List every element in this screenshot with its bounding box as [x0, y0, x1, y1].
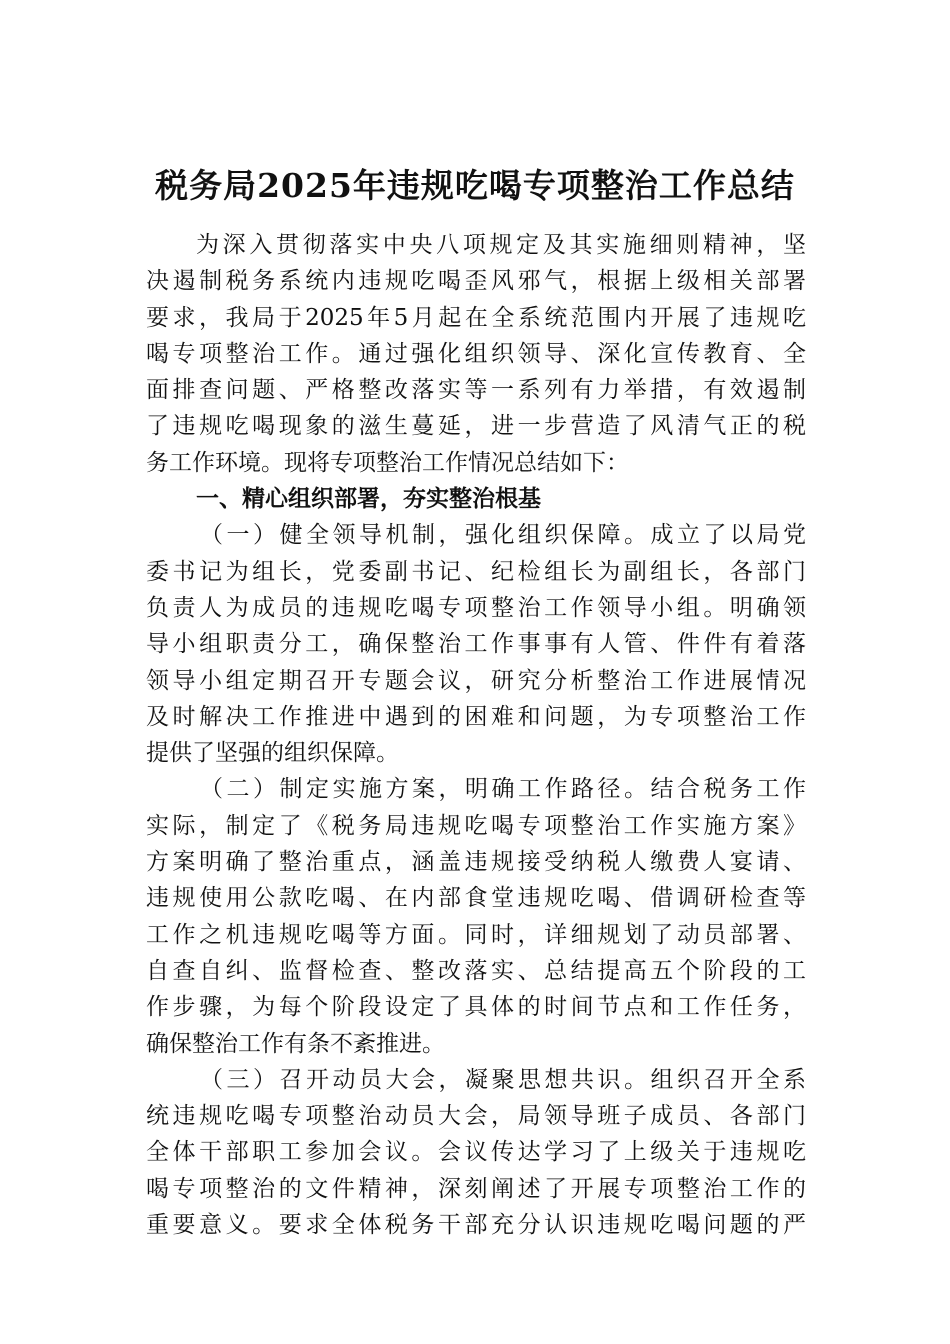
paragraph-line: 作步骤，为每个阶段设定了具体的时间节点和工作任务， [146, 994, 806, 1021]
paragraph-line: 面排查问题、严格整改落实等一系列有力举措，有效遏制 [146, 377, 806, 404]
paragraph-line: （二）制定实施方案，明确工作路径。结合税务工作 [200, 776, 806, 803]
paragraph-line: 统违规吃喝专项整治动员大会，局领导班子成员、各部门 [146, 1103, 806, 1130]
document-title: 税务局2025年违规吃喝专项整治工作总结 [155, 166, 795, 205]
paragraph-line: 实际，制定了《税务局违规吃喝专项整治工作实施方案》 [146, 812, 806, 839]
paragraph-line: 提供了坚强的组织保障。 [146, 740, 399, 767]
paragraph-line: 工作之机违规吃喝等方面。同时，详细规划了动员部署、 [146, 921, 806, 948]
paragraph-line: 方案明确了整治重点，涵盖违规接受纳税人缴费人宴请、 [146, 849, 806, 876]
paragraph-line: 导小组职责分工，确保整治工作事事有人管、件件有着落 [146, 631, 806, 658]
section-heading: 一、精心组织部署，夯实整治根基 [196, 485, 541, 513]
paragraph-line: 及时解决工作推进中遇到的困难和问题，为专项整治工作 [146, 703, 806, 730]
paragraph-line: 委书记为组长，党委副书记、纪检组长为副组长，各部门 [146, 558, 806, 585]
document-body [146, 227, 806, 1243]
paragraph-line: 领导小组定期召开专题会议，研究分析整治工作进展情况 [146, 667, 806, 694]
paragraph-line: （三）召开动员大会，凝聚思想共识。组织召开全系 [200, 1066, 806, 1093]
paragraph-line: 了违规吃喝现象的滋生蔓延，进一步营造了风清气正的税 [146, 413, 806, 440]
paragraph-line: 为深入贯彻落实中央八项规定及其实施细则精神，坚 [196, 232, 806, 258]
paragraph-line: 违规使用公款吃喝、在内部食堂违规吃喝、借调研检查等 [146, 885, 806, 912]
paragraph-line: 决遏制税务系统内违规吃喝歪风邪气，根据上级相关部署 [146, 268, 806, 295]
paragraph-line: 要求，我局于2025年5月起在全系统范围内开展了违规吃 [146, 304, 806, 331]
paragraph-line: （一）健全领导机制，强化组织保障。成立了以局党 [200, 522, 806, 549]
paragraph-line: 全体干部职工参加会议。会议传达学习了上级关于违规吃 [146, 1139, 806, 1166]
paragraph-line: 自查自纠、监督检查、整改落实、总结提高五个阶段的工 [146, 957, 806, 984]
paragraph-line: 确保整治工作有条不紊推进。 [146, 1030, 445, 1057]
paragraph-line: 负责人为成员的违规吃喝专项整治工作领导小组。明确领 [146, 594, 806, 621]
paragraph-line: 重要意义。要求全体税务干部充分认识违规吃喝问题的严 [146, 1212, 806, 1239]
paragraph-line: 务工作环境。现将专项整治工作情况总结如下： [146, 449, 629, 476]
paragraph-line: 喝专项整治工作。通过强化组织领导、深化宣传教育、全 [146, 340, 806, 367]
paragraph-line: 喝专项整治的文件精神，深刻阐述了开展专项整治工作的 [146, 1175, 806, 1202]
